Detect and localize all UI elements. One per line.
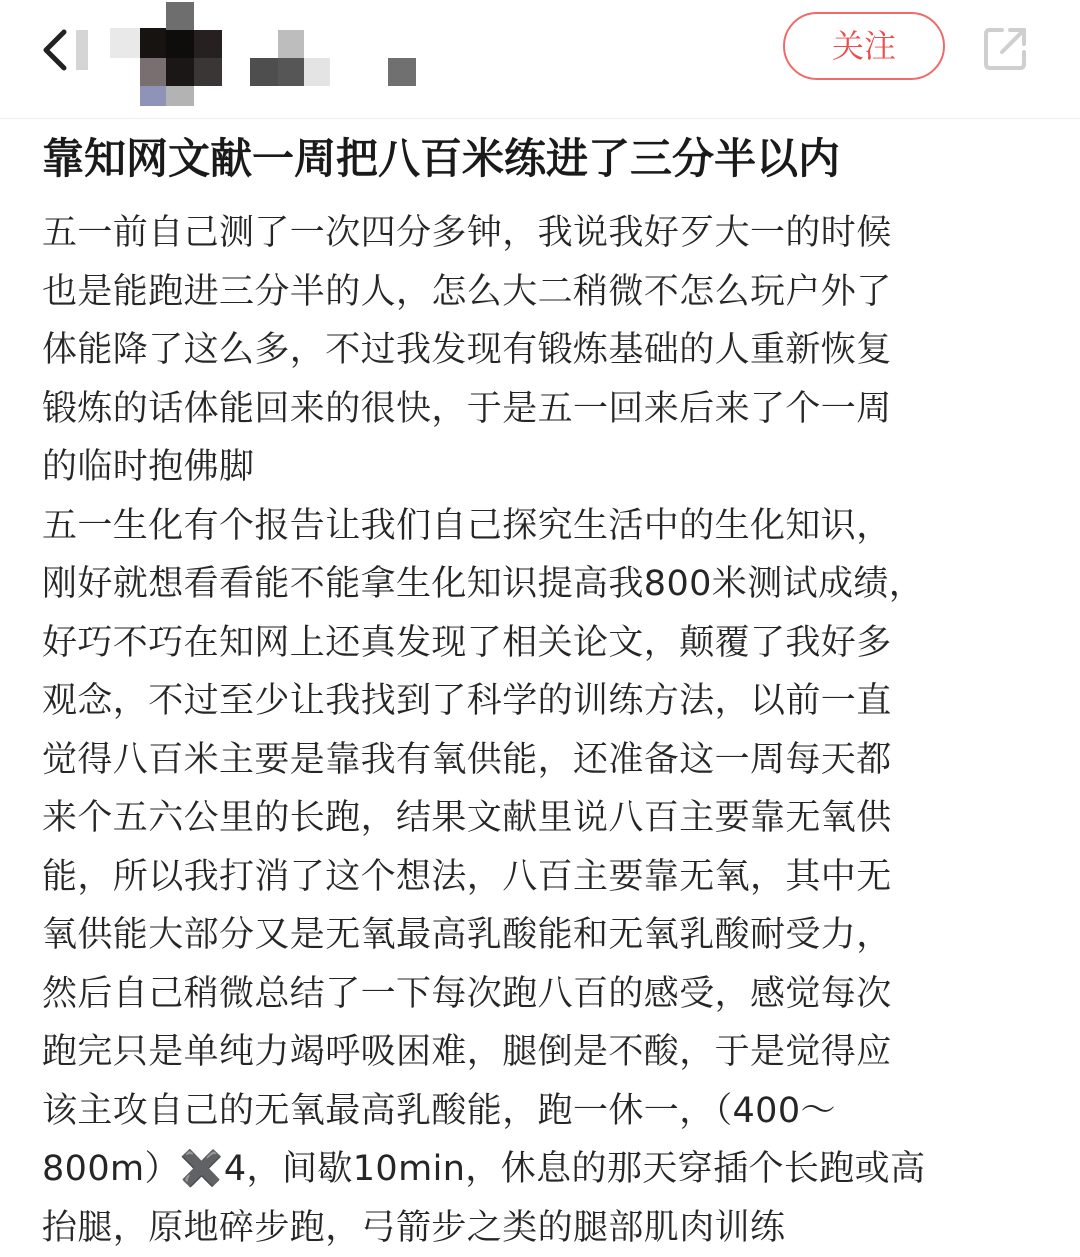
avatar-pixel bbox=[194, 30, 222, 58]
avatar-pixel bbox=[76, 30, 88, 70]
post-title: 靠知网文献一周把八百米练进了三分半以内 bbox=[42, 130, 1052, 188]
avatar-pixel bbox=[278, 30, 304, 58]
body-line: 该主攻自己的无氧最高乳酸能，跑一休一，（400～ bbox=[42, 1082, 1052, 1141]
body-line: 来个五六公里的长跑，结果文献里说八百主要靠无氧供 bbox=[42, 789, 1052, 848]
body-line: 五一生化有个报告让我们自己探究生活中的生化知识， bbox=[42, 497, 1052, 556]
avatar-pixel bbox=[250, 58, 278, 86]
body-line: 800m）✖️4，间歇10min，休息的那天穿插个长跑或高 bbox=[42, 1140, 1052, 1199]
body-line: 觉得八百米主要是靠我有氧供能，还准备这一周每天都 bbox=[42, 731, 1052, 790]
share-external-icon[interactable] bbox=[980, 22, 1032, 74]
body-line: 抬腿，原地碎步跑，弓箭步之类的腿部肌肉训练 bbox=[42, 1199, 1052, 1257]
avatar-pixel bbox=[388, 58, 416, 86]
body-line: 跑完只是单纯力竭呼吸困难，腿倒是不酸，于是觉得应 bbox=[42, 1023, 1052, 1082]
body-line: 刚好就想看看能不能拿生化知识提高我800米测试成绩， bbox=[42, 555, 1052, 614]
avatar-pixel bbox=[166, 58, 194, 86]
avatar-pixel bbox=[304, 58, 330, 86]
avatar-pixel bbox=[278, 58, 304, 86]
avatar-pixel bbox=[140, 58, 166, 86]
author-avatar[interactable] bbox=[66, 0, 426, 110]
avatar-pixel bbox=[194, 58, 222, 86]
avatar-pixel bbox=[110, 28, 140, 58]
body-line: 好巧不巧在知网上还真发现了相关论文，颠覆了我好多 bbox=[42, 614, 1052, 673]
body-line: 五一前自己测了一次四分多钟，我说我好歹大一的时候 bbox=[42, 204, 1052, 263]
body-line: 能，所以我打消了这个想法，八百主要靠无氧，其中无 bbox=[42, 848, 1052, 907]
top-bar bbox=[0, 0, 1080, 119]
body-line: 也是能跑进三分半的人，怎么大二稍微不怎么玩户外了 bbox=[42, 263, 1052, 322]
body-line: 然后自己稍微总结了一下每次跑八百的感受，感觉每次 bbox=[42, 965, 1052, 1024]
avatar-pixel bbox=[166, 30, 194, 58]
body-line: 锻炼的话体能回来的很快，于是五一回来后来了个一周 bbox=[42, 380, 1052, 439]
follow-button[interactable]: 关注 bbox=[783, 12, 945, 80]
body-line: 的临时抱佛脚 bbox=[42, 438, 1052, 497]
post-body bbox=[42, 204, 1052, 1257]
body-line: 氧供能大部分又是无氧最高乳酸能和无氧乳酸耐受力， bbox=[42, 906, 1052, 965]
avatar-pixel bbox=[140, 86, 166, 106]
avatar-pixel bbox=[166, 86, 194, 106]
body-line: 体能降了这么多，不过我发现有锻炼基础的人重新恢复 bbox=[42, 321, 1052, 380]
avatar-pixel bbox=[166, 2, 194, 30]
body-line: 观念，不过至少让我找到了科学的训练方法，以前一直 bbox=[42, 672, 1052, 731]
avatar-pixel bbox=[140, 28, 166, 58]
